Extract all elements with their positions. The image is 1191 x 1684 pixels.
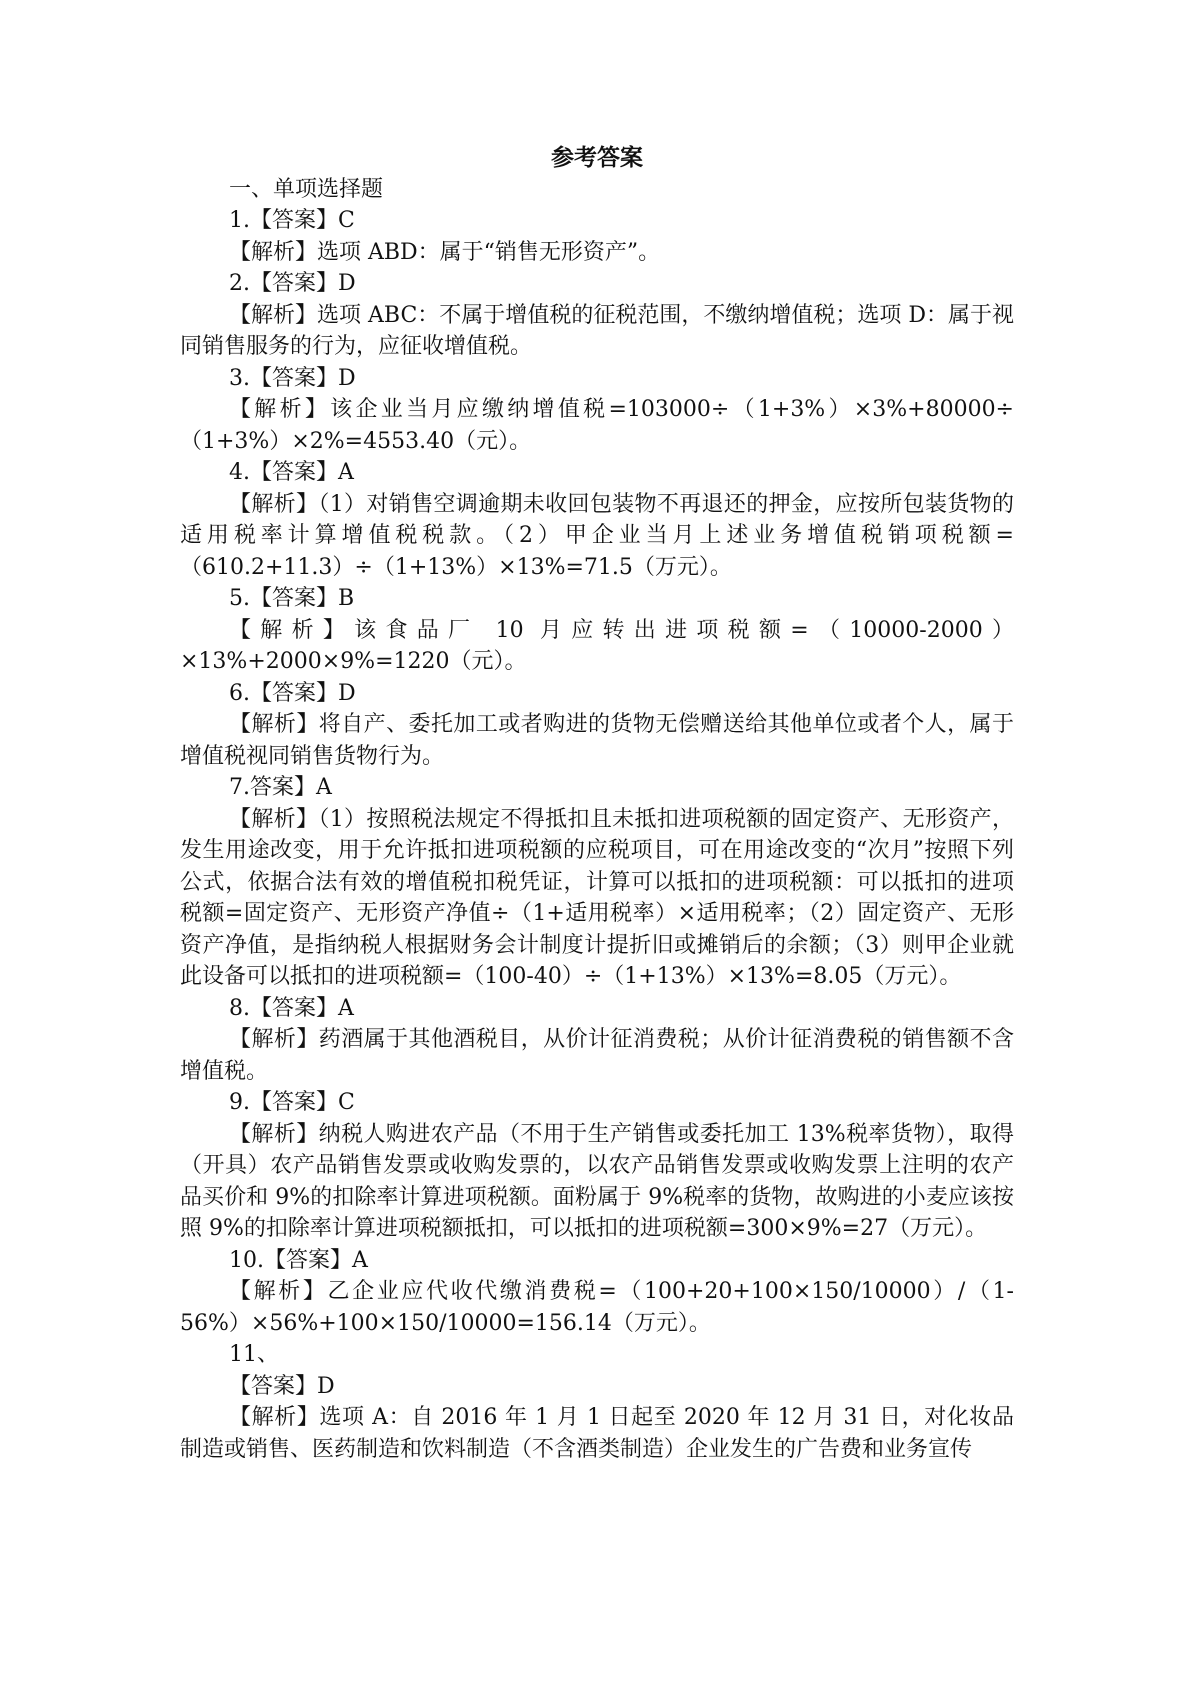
answer-10: 10.【答案】A (229, 1247, 368, 1273)
explanation-1: 【解析】选项 ABD：属于“销售无形资产”。 (229, 239, 661, 265)
explanation-9: 【解析】纳税人购进农产品（不用于生产销售或委托加工 13%税率货物），取得（开具）农产品销售发票或收购发票的，以农产品销售发票或收购发票上注明的农产品买价和 9%的扣除率计算进项税额。面粉属于 9%税率的货物，故购进的小麦应该按照 9%的扣除率计算进项税额抵扣，可以抵扣的进项税额=300×9%=27（万元）。 (180, 1121, 1014, 1241)
answer-2: 2.【答案】D (229, 271, 356, 296)
answer-4: 4.【答案】A (229, 460, 354, 485)
answer-5: 5.【答案】B (229, 586, 355, 611)
answer-document (180, 142, 1014, 1465)
answer-7: 7.答案】A (229, 775, 332, 800)
section-heading: 一、单项选择题 (229, 176, 384, 202)
explanation-4: 【解析】（1）对销售空调逾期未收回包装物不再退还的押金，应按所包装货物的适用税率计算增值税税款。（2）甲企业当月上述业务增值税销项税额=（610.2+11.3）÷（1+13%）×13%=71.5（万元）。 (180, 491, 1014, 580)
answer-11: 【答案】D (229, 1373, 335, 1399)
explanation-8: 【解析】药酒属于其他酒税目，从价计征消费税；从价计征消费税的销售额不含增值税。 (180, 1027, 1014, 1084)
answer-9: 9.【答案】C (229, 1090, 355, 1115)
explanation-5: 【解析】该食品厂 10 月应转出进项税额=（10000-2000）×13%+2000×9%=1220（元）。 (180, 617, 1014, 674)
explanation-6: 【解析】将自产、委托加工或者购进的货物无偿赠送给其他单位或者个人，属于增值税视同销售货物行为。 (180, 712, 1014, 769)
explanation-11: 【解析】选项 A：自 2016 年 1 月 1 日起至 2020 年 12 月 31 日，对化妆品制造或销售、医药制造和饮料制造（不含酒类制造）企业发生的广告费和业务宣传 (180, 1405, 1014, 1462)
answer-8: 8.【答案】A (229, 995, 354, 1021)
answer-6: 6.【答案】D (229, 680, 356, 706)
explanation-10: 【解析】乙企业应代收代缴消费税=（100+20+100×150/10000）/（1-56%）×56%+100×150/10000=156.14（万元）。 (180, 1279, 1014, 1336)
question-11-number: 11、 (229, 1342, 279, 1367)
explanation-3: 【解析】该企业当月应缴纳增值税=103000÷（1+3%）×3%+80000÷（1+3%）×2%=4553.40（元）。 (180, 397, 1014, 454)
answer-1: 1.【答案】C (229, 208, 355, 233)
answer-3: 3.【答案】D (229, 365, 356, 391)
explanation-2: 【解析】选项 ABC：不属于增值税的征税范围，不缴纳增值税；选项 D：属于视同销售服务的行为，应征收增值税。 (180, 302, 1014, 359)
page-title: 参考答案 (551, 144, 643, 171)
explanation-7: 【解析】（1）按照税法规定不得抵扣且未抵扣进项税额的固定资产、无形资产，发生用途改变，用于允许抵扣进项税额的应税项目，可在用途改变的“次月”按照下列公式，依据合法有效的增值税扣税凭证，计算可以抵扣的进项税额：可以抵扣的进项税额=固定资产、无形资产净值÷（1+适用税率）×适用税率；（2）固定资产、无形资产净值，是指纳税人根据财务会计制度计提折旧或摊销后的余额；（3）则甲企业就此设备可以抵扣的进项税额=（100-40）÷（1+13%）×13%=8.05（万元）。 (180, 806, 1014, 989)
